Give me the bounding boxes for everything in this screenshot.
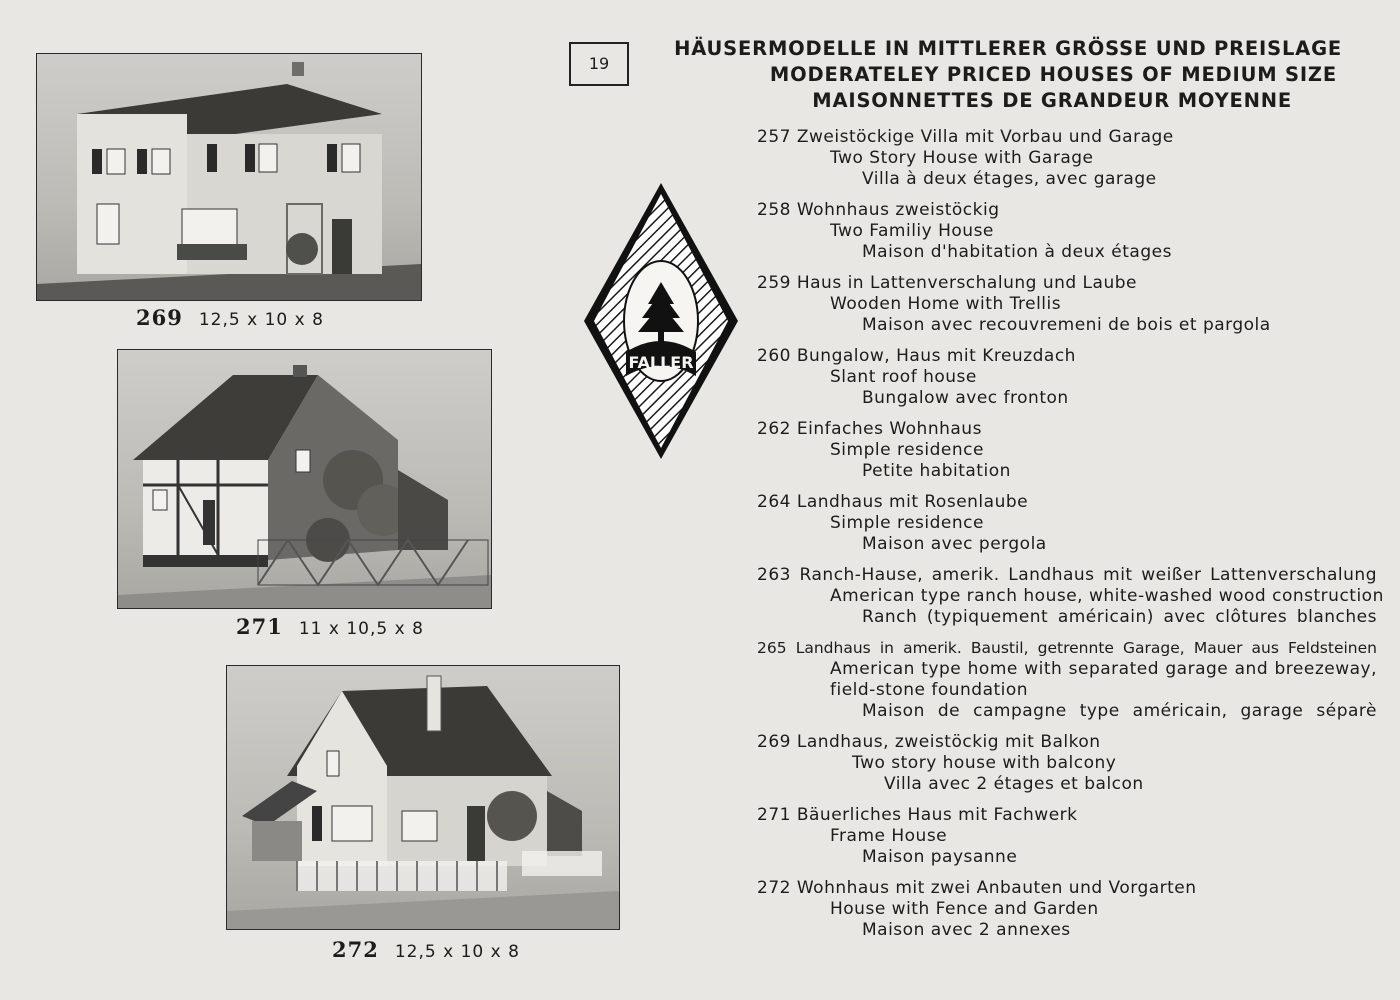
list-item [757, 419, 1377, 482]
entry-german: 263 Ranch-Hause, amerik. Landhaus mit weißer Lattenverschalung [757, 565, 1377, 585]
entry-german: 260 Bungalow, Haus mit Kreuzdach [757, 346, 1076, 366]
entry-english: Simple residence [830, 513, 984, 533]
entry-french: Maison avec pergola [862, 534, 1047, 554]
entry-english: House with Fence and Garden [830, 899, 1099, 919]
entry-english: Two Familiy House [830, 221, 994, 241]
list-item [757, 492, 1377, 555]
entry-french: Bungalow avec fronton [862, 388, 1069, 408]
entry-german: 257 Zweistöckige Villa mit Vorbau und Garage [757, 127, 1174, 147]
photo-house-269 [36, 53, 422, 301]
caption-269 [136, 305, 324, 330]
photo-house-272 [226, 665, 620, 930]
entry-english: American type ranch house, white-washed wood construction [830, 586, 1384, 606]
model-number: 269 [136, 305, 183, 330]
model-size: 12,5 x 10 x 8 [394, 942, 520, 962]
page-heading [674, 36, 1342, 114]
model-size: 11 x 10,5 x 8 [298, 619, 424, 639]
list-item [757, 346, 1377, 409]
entry-french: Maison paysanne [862, 847, 1018, 867]
list-item [757, 127, 1377, 190]
heading-english: MODERATELEY PRICED HOUSES OF MEDIUM SIZE [769, 63, 1337, 86]
heading-german: HÄUSERMODELLE IN MITTLERER GRÖSSE UND PREISLAGE [674, 37, 1342, 60]
entry-german: 258 Wohnhaus zweistöckig [757, 200, 1000, 220]
entry-french: Villa à deux étages, avec garage [862, 169, 1157, 189]
logo-text: FALLER [628, 353, 694, 372]
entry-french: Maison de campagne type américain, garage séparè [862, 701, 1377, 721]
entry-english-continued: field-stone foundation [830, 680, 1029, 700]
list-item [757, 805, 1377, 868]
entry-english: Two Story House with Garage [830, 148, 1094, 168]
heading-french: MAISONNETTES DE GRANDEUR MOYENNE [812, 89, 1292, 112]
house-272-illustration [227, 666, 619, 929]
entry-german: 259 Haus in Lattenverschalung und Laube [757, 273, 1137, 293]
entry-french: Maison d'habitation à deux étages [862, 242, 1172, 262]
model-number: 271 [236, 614, 283, 639]
photo-house-271 [117, 349, 492, 609]
model-list [757, 127, 1384, 951]
house-269-illustration [37, 54, 421, 300]
entry-english: Wooden Home with Trellis [830, 294, 1062, 314]
model-size: 12,5 x 10 x 8 [198, 310, 324, 330]
entry-german: 271 Bäuerliches Haus mit Fachwerk [757, 805, 1078, 825]
entry-english: Slant roof house [830, 367, 977, 387]
entry-german: 262 Einfaches Wohnhaus [757, 419, 982, 439]
entry-french: Petite habitation [862, 461, 1011, 481]
caption-271 [236, 614, 424, 639]
list-item [757, 732, 1377, 795]
list-item [757, 200, 1377, 263]
entry-german: 269 Landhaus, zweistöckig mit Balkon [757, 732, 1101, 752]
entry-english: Simple residence [830, 440, 984, 460]
entry-german: 265 Landhaus in amerik. Baustil, getrennte Garage, Mauer aus Feldsteinen [757, 639, 1377, 657]
faller-logo [582, 180, 740, 462]
entry-french: Villa avec 2 étages et balcon [884, 774, 1144, 794]
faller-diamond-logo [582, 180, 740, 462]
model-number: 272 [332, 937, 379, 962]
caption-272 [332, 937, 520, 962]
list-item [757, 565, 1384, 628]
entry-english: American type home with separated garage and breezeway, [830, 659, 1377, 679]
entry-german: 264 Landhaus mit Rosenlaube [757, 492, 1029, 512]
page-number: 19 [569, 42, 629, 86]
entry-english: Two story house with balcony [852, 753, 1117, 773]
list-item [757, 638, 1377, 722]
entry-german: 272 Wohnhaus mit zwei Anbauten und Vorgarten [757, 878, 1197, 898]
house-271-illustration [118, 350, 491, 608]
list-item [757, 878, 1377, 941]
entry-french: Maison avec recouvremeni de bois et pargola [862, 315, 1271, 335]
list-item [757, 273, 1377, 336]
entry-english: Frame House [830, 826, 948, 846]
entry-french: Maison avec 2 annexes [862, 920, 1071, 940]
entry-french: Ranch (typiquement américain) avec clôtures blanches [862, 607, 1377, 627]
